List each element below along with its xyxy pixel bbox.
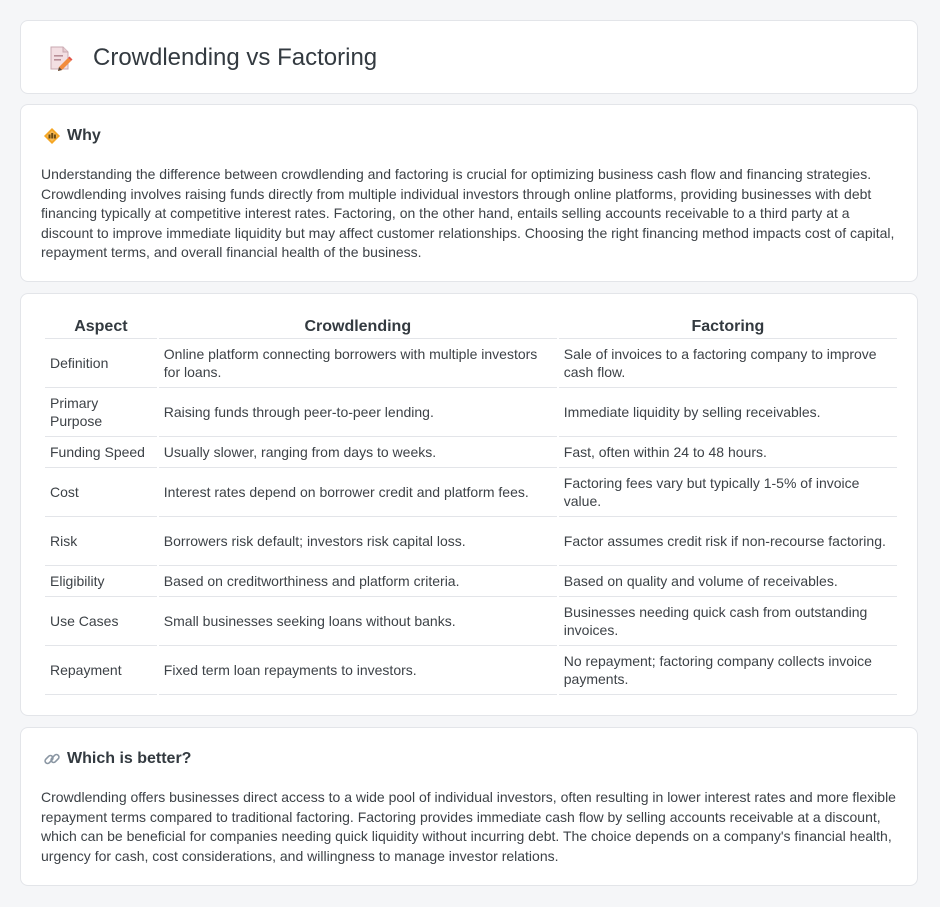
cell-aspect: Eligibility <box>45 566 157 597</box>
better-heading <box>43 750 191 768</box>
cell-crowdlending: Small businesses seeking loans without banks. <box>159 597 557 646</box>
better-text: Crowdlending offers businesses direct access to a wide pool of individual investors, often resulting in lower interest rates and more flexible repayment terms compared to traditional factoring. Factoring provides immediate cash flow by selling accounts receivable at a discount, which can be beneficial for companies needing quick liquidity without incurring debt. The choice depends on a company's financial health, urgency for cash, cost considerations, and willingness to manage investor relations. <box>41 789 896 864</box>
table-row <box>45 517 897 566</box>
comparison-table <box>43 316 899 695</box>
cell-crowdlending: Borrowers risk default; investors risk capital loss. <box>159 517 557 566</box>
why-text: Understanding the difference between crowdlending and factoring is crucial for optimizing business cash flow and financing strategies. Crowdlending involves raising funds directly from multiple individual investors through online platforms, providing businesses with debt financing typically at competitive interest rates. Factoring, on the other hand, entails selling accounts receivable to a third party at a discount to improve immediate liquidity but may affect customer relationships. Choosing the right financing method impacts cost of capital, repayment terms, and overall financial health of the business. <box>41 166 895 260</box>
cell-crowdlending: Based on creditworthiness and platform criteria. <box>159 566 557 597</box>
comparison-table-card <box>20 293 918 716</box>
cell-factoring: No repayment; factoring company collects invoice payments. <box>559 646 897 695</box>
diamond-sign-icon <box>43 127 61 145</box>
cell-factoring: Based on quality and volume of receivables. <box>559 566 897 597</box>
header-crowdlending: Crowdlending <box>159 316 557 339</box>
document-pencil-icon <box>47 44 73 72</box>
cell-factoring: Factor assumes credit risk if non-recourse factoring. <box>559 517 897 566</box>
cell-factoring: Businesses needing quick cash from outstanding invoices. <box>559 597 897 646</box>
which-is-better-section <box>20 727 918 886</box>
cell-aspect: Definition <box>45 339 157 388</box>
table-row <box>45 339 897 388</box>
better-title: Which is better? <box>67 750 192 767</box>
cell-aspect: Primary Purpose <box>45 388 157 437</box>
cell-aspect: Risk <box>45 517 157 566</box>
table-row <box>45 597 897 646</box>
title-row <box>47 43 377 73</box>
cell-aspect: Use Cases <box>45 597 157 646</box>
why-section <box>20 104 918 282</box>
cell-factoring: Immediate liquidity by selling receivables. <box>559 388 897 437</box>
table-row <box>45 468 897 517</box>
cell-aspect: Repayment <box>45 646 157 695</box>
cell-crowdlending: Interest rates depend on borrower credit and platform fees. <box>159 468 557 517</box>
table-row <box>45 566 897 597</box>
why-heading <box>43 127 101 145</box>
header-factoring: Factoring <box>559 316 897 339</box>
cell-crowdlending: Raising funds through peer-to-peer lending. <box>159 388 557 437</box>
link-icon <box>43 750 61 768</box>
table-row <box>45 437 897 468</box>
table-row <box>45 646 897 695</box>
cell-factoring: Fast, often within 24 to 48 hours. <box>559 437 897 468</box>
cell-crowdlending: Online platform connecting borrowers with multiple investors for loans. <box>159 339 557 388</box>
why-title: Why <box>67 127 101 144</box>
header-aspect: Aspect <box>45 316 157 339</box>
cell-crowdlending: Usually slower, ranging from days to weeks. <box>159 437 557 468</box>
cell-aspect: Cost <box>45 468 157 517</box>
cell-factoring: Factoring fees vary but typically 1-5% of invoice value. <box>559 468 897 517</box>
cell-aspect: Funding Speed <box>45 437 157 468</box>
cell-crowdlending: Fixed term loan repayments to investors. <box>159 646 557 695</box>
table-header-row <box>45 316 897 339</box>
title-card <box>20 20 918 94</box>
table-row <box>45 388 897 437</box>
page-title: Crowdlending vs Factoring <box>93 44 378 71</box>
cell-factoring: Sale of invoices to a factoring company to improve cash flow. <box>559 339 897 388</box>
